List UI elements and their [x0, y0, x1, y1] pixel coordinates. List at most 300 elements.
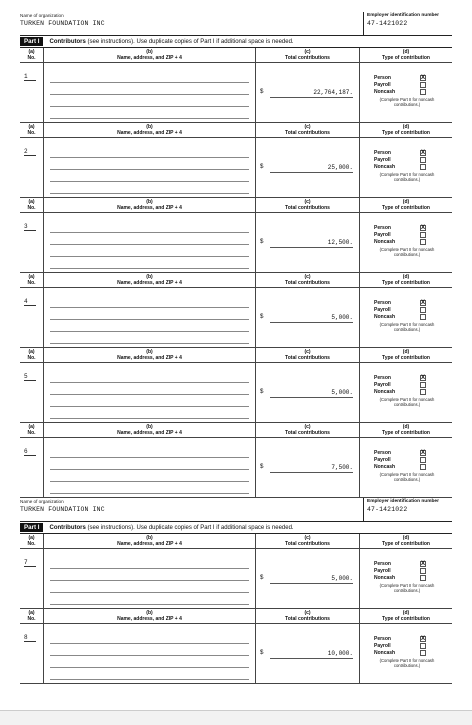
noncash-checkbox[interactable]	[420, 239, 426, 245]
type-noncash	[374, 463, 426, 470]
name-address-cell	[44, 288, 256, 347]
header-type-letter: (d)	[402, 349, 410, 355]
name-address-cell	[44, 549, 256, 608]
header-name-address-letter: (b)	[146, 535, 153, 541]
organization-name-cell	[20, 12, 364, 35]
payroll-checkbox[interactable]	[420, 382, 426, 388]
extra-line[interactable]	[50, 482, 249, 494]
name-line[interactable]	[50, 446, 249, 458]
header-type-text: Type of contribution	[382, 616, 430, 622]
header-type-letter: (d)	[402, 610, 410, 616]
noncash-label: Noncash	[374, 313, 396, 320]
header-type-text: Type of contribution	[382, 280, 430, 286]
header-total-letter: (c)	[304, 199, 311, 205]
type-noncash	[374, 649, 426, 656]
person-checkbox[interactable]: X	[421, 374, 426, 381]
type-person	[374, 149, 426, 156]
ein-value: 47-1421022	[367, 20, 408, 27]
header-no	[20, 423, 44, 437]
header-total-text: Total contributions	[285, 430, 330, 436]
header-no-text: No.	[27, 430, 36, 436]
part-ii-note: (Complete Part II for noncash contributions.)	[379, 172, 435, 182]
name-line[interactable]	[50, 71, 249, 83]
header-total-text: Total contributions	[285, 130, 330, 136]
header-type-text: Type of contribution	[382, 55, 430, 61]
person-label: Person	[374, 635, 391, 642]
contributor-number-cell	[20, 363, 44, 422]
org-label: Name of organization	[20, 499, 64, 504]
dollar-sign: $	[260, 649, 264, 656]
contributor-number: 8	[24, 634, 36, 642]
header-no-letter: (a)	[28, 535, 35, 541]
person-label: Person	[374, 374, 391, 381]
contribution-amount: 5,000.	[270, 575, 353, 584]
header-total-letter: (c)	[304, 49, 311, 55]
person-checkbox[interactable]: X	[421, 635, 426, 642]
contributor-row	[20, 213, 452, 273]
contributor-number-cell	[20, 288, 44, 347]
header-total-letter: (c)	[304, 535, 311, 541]
extra-line[interactable]	[50, 668, 249, 680]
header-name-address-letter: (b)	[146, 349, 153, 355]
extra-line[interactable]	[50, 257, 249, 269]
person-label: Person	[374, 224, 391, 231]
contributor-number-cell	[20, 549, 44, 608]
person-checkbox[interactable]: X	[421, 149, 426, 156]
total-contributions-cell	[256, 213, 360, 272]
zip-line[interactable]	[50, 320, 249, 332]
header-name-address	[44, 273, 256, 287]
contributor-number: 2	[24, 148, 36, 156]
extra-line[interactable]	[50, 407, 249, 419]
header-no	[20, 273, 44, 287]
part-ii-note: (Complete Part II for noncash contributions.)	[379, 472, 435, 482]
type-cell	[360, 363, 452, 422]
contributor-row	[20, 63, 452, 123]
header-total-text: Total contributions	[285, 355, 330, 361]
type-noncash	[374, 313, 426, 320]
payroll-checkbox[interactable]	[420, 157, 426, 163]
noncash-checkbox[interactable]	[420, 314, 426, 320]
name-line[interactable]	[50, 371, 249, 383]
header-type	[360, 348, 452, 362]
header-name-address-letter: (b)	[146, 49, 153, 55]
name-line[interactable]	[50, 296, 249, 308]
column-header-row	[20, 348, 452, 363]
type-noncash	[374, 88, 426, 95]
contributors-section-1	[20, 48, 452, 498]
payroll-label: Payroll	[374, 81, 391, 88]
contributor-row	[20, 624, 452, 684]
header-total-letter: (c)	[304, 124, 311, 130]
contributor-number-cell	[20, 213, 44, 272]
total-contributions-cell	[256, 549, 360, 608]
header-type-text: Type of contribution	[382, 541, 430, 547]
zip-line[interactable]	[50, 170, 249, 182]
header-name-address-letter: (b)	[146, 124, 153, 130]
type-payroll	[374, 456, 426, 463]
type-person	[374, 560, 426, 567]
header-name-address-text: Name, address, and ZIP + 4	[117, 130, 182, 136]
header-type	[360, 123, 452, 137]
zip-line[interactable]	[50, 470, 249, 482]
noncash-label: Noncash	[374, 238, 396, 245]
header-no	[20, 609, 44, 623]
zip-line[interactable]	[50, 656, 249, 668]
contributor-number: 6	[24, 448, 36, 456]
ein-cell	[364, 12, 452, 35]
total-contributions-cell	[256, 624, 360, 683]
ein-cell	[364, 498, 452, 521]
header-total-letter: (c)	[304, 424, 311, 430]
header-type-letter: (d)	[402, 274, 410, 280]
header-no-text: No.	[27, 55, 36, 61]
header-name-address	[44, 534, 256, 548]
header-total-letter: (c)	[304, 349, 311, 355]
header-no-text: No.	[27, 130, 36, 136]
noncash-label: Noncash	[374, 88, 396, 95]
address-line[interactable]	[50, 308, 249, 320]
zip-line[interactable]	[50, 395, 249, 407]
part-ii-note: (Complete Part II for noncash contributions.)	[379, 397, 435, 407]
type-cell	[360, 138, 452, 197]
extra-line[interactable]	[50, 593, 249, 605]
header-name-address-text: Name, address, and ZIP + 4	[117, 541, 182, 547]
noncash-label: Noncash	[374, 163, 396, 170]
header-no-letter: (a)	[28, 124, 35, 130]
header-total-text: Total contributions	[285, 280, 330, 286]
payroll-checkbox[interactable]	[420, 568, 426, 574]
person-checkbox[interactable]: X	[421, 299, 426, 306]
header-no-text: No.	[27, 541, 36, 547]
header-no-text: No.	[27, 355, 36, 361]
type-cell	[360, 288, 452, 347]
header-type	[360, 609, 452, 623]
header-type-letter: (d)	[402, 199, 410, 205]
type-person	[374, 374, 426, 381]
address-line[interactable]	[50, 644, 249, 656]
contribution-amount: 12,500.	[270, 239, 353, 248]
type-payroll	[374, 81, 426, 88]
part-label: Part I	[20, 37, 43, 46]
type-noncash	[374, 388, 426, 395]
payroll-label: Payroll	[374, 567, 391, 574]
org-name: TURKEN FOUNDATION INC	[20, 506, 105, 513]
person-label: Person	[374, 560, 391, 567]
noncash-checkbox[interactable]	[420, 164, 426, 170]
dollar-sign: $	[260, 313, 264, 320]
contribution-amount: 22,764,187.	[270, 89, 353, 98]
header-no	[20, 48, 44, 62]
type-noncash	[374, 238, 426, 245]
type-cell	[360, 624, 452, 683]
type-payroll	[374, 567, 426, 574]
part-title: Contributors	[49, 38, 86, 45]
part-header	[20, 522, 452, 534]
contributor-row	[20, 438, 452, 498]
total-contributions-cell	[256, 138, 360, 197]
header-total	[256, 609, 360, 623]
type-noncash	[374, 163, 426, 170]
header-type	[360, 48, 452, 62]
header-type-text: Type of contribution	[382, 130, 430, 136]
type-person	[374, 74, 426, 81]
person-label: Person	[374, 449, 391, 456]
type-payroll	[374, 156, 426, 163]
header-total-letter: (c)	[304, 610, 311, 616]
header-no-letter: (a)	[28, 199, 35, 205]
part-instructions: (see instructions). Use duplicate copies of Part I if additional space is needed.	[87, 38, 294, 45]
header-name-address-letter: (b)	[146, 610, 153, 616]
noncash-checkbox[interactable]	[420, 89, 426, 95]
header-type-letter: (d)	[402, 535, 410, 541]
header-no-letter: (a)	[28, 49, 35, 55]
ein-label: Employer identification number	[367, 499, 439, 504]
type-cell	[360, 213, 452, 272]
header-type-text: Type of contribution	[382, 355, 430, 361]
part-ii-note: (Complete Part II for noncash contributions.)	[379, 658, 435, 668]
total-contributions-cell	[256, 363, 360, 422]
header-no	[20, 198, 44, 212]
header-total	[256, 198, 360, 212]
organization-name-cell	[20, 498, 364, 521]
address-line[interactable]	[50, 233, 249, 245]
person-checkbox[interactable]: X	[421, 74, 426, 81]
type-person	[374, 224, 426, 231]
zip-line[interactable]	[50, 581, 249, 593]
column-header-row	[20, 423, 452, 438]
type-person	[374, 449, 426, 456]
noncash-checkbox[interactable]	[420, 575, 426, 581]
header-total-text: Total contributions	[285, 541, 330, 547]
column-header-row	[20, 534, 452, 549]
header-name-address-text: Name, address, and ZIP + 4	[117, 616, 182, 622]
contribution-amount: 5,000.	[270, 389, 353, 398]
header-name-address-text: Name, address, and ZIP + 4	[117, 355, 182, 361]
header-total-text: Total contributions	[285, 616, 330, 622]
noncash-label: Noncash	[374, 574, 396, 581]
contribution-amount: 10,000.	[270, 650, 353, 659]
dollar-sign: $	[260, 88, 264, 95]
header-name-address-letter: (b)	[146, 274, 153, 280]
ein-label: Employer identification number	[367, 13, 439, 18]
header-total	[256, 48, 360, 62]
header-name-address-text: Name, address, and ZIP + 4	[117, 205, 182, 211]
person-label: Person	[374, 149, 391, 156]
type-payroll	[374, 642, 426, 649]
header-type	[360, 423, 452, 437]
contributor-row	[20, 549, 452, 609]
dollar-sign: $	[260, 463, 264, 470]
address-line[interactable]	[50, 569, 249, 581]
type-person	[374, 299, 426, 306]
column-header-row	[20, 273, 452, 288]
type-payroll	[374, 381, 426, 388]
person-checkbox[interactable]: X	[421, 449, 426, 456]
header-no-text: No.	[27, 616, 36, 622]
contributors-section-2	[20, 534, 452, 684]
header-total	[256, 273, 360, 287]
noncash-label: Noncash	[374, 649, 396, 656]
header-total-text: Total contributions	[285, 55, 330, 61]
dollar-sign: $	[260, 163, 264, 170]
name-address-cell	[44, 138, 256, 197]
name-address-cell	[44, 438, 256, 497]
ein-value: 47-1421022	[367, 506, 408, 513]
contributor-number: 3	[24, 223, 36, 231]
header-type-text: Type of contribution	[382, 430, 430, 436]
dollar-sign: $	[260, 574, 264, 581]
contributor-number: 7	[24, 559, 36, 567]
contributor-number-cell	[20, 138, 44, 197]
type-cell	[360, 63, 452, 122]
contributor-number-cell	[20, 624, 44, 683]
header-type-letter: (d)	[402, 49, 410, 55]
address-line[interactable]	[50, 158, 249, 170]
extra-line[interactable]	[50, 107, 249, 119]
payroll-label: Payroll	[374, 231, 391, 238]
header-name-address	[44, 123, 256, 137]
payroll-checkbox[interactable]	[420, 232, 426, 238]
contribution-amount: 25,000.	[270, 164, 353, 173]
part-ii-note: (Complete Part II for noncash contributions.)	[379, 247, 435, 257]
column-header-row	[20, 198, 452, 213]
contributor-row	[20, 288, 452, 348]
total-contributions-cell	[256, 288, 360, 347]
part-label: Part I	[20, 523, 43, 532]
type-payroll	[374, 231, 426, 238]
header-total	[256, 423, 360, 437]
name-line[interactable]	[50, 632, 249, 644]
payroll-label: Payroll	[374, 456, 391, 463]
total-contributions-cell	[256, 63, 360, 122]
organization-bar	[20, 12, 452, 36]
type-cell	[360, 549, 452, 608]
header-name-address-letter: (b)	[146, 424, 153, 430]
type-person	[374, 635, 426, 642]
header-no	[20, 123, 44, 137]
contributor-row	[20, 138, 452, 198]
type-cell	[360, 438, 452, 497]
header-name-address	[44, 348, 256, 362]
person-label: Person	[374, 74, 391, 81]
header-name-address-text: Name, address, and ZIP + 4	[117, 55, 182, 61]
org-label: Name of organization	[20, 13, 64, 18]
column-header-row	[20, 609, 452, 624]
address-line[interactable]	[50, 83, 249, 95]
header-no-letter: (a)	[28, 610, 35, 616]
part-ii-note: (Complete Part II for noncash contributions.)	[379, 97, 435, 107]
part-ii-note: (Complete Part II for noncash contributions.)	[379, 322, 435, 332]
extra-line[interactable]	[50, 332, 249, 344]
noncash-label: Noncash	[374, 463, 396, 470]
payroll-label: Payroll	[374, 381, 391, 388]
noncash-checkbox[interactable]	[420, 389, 426, 395]
type-payroll	[374, 306, 426, 313]
person-checkbox[interactable]: X	[421, 224, 426, 231]
part-title-text	[49, 525, 293, 531]
header-name-address	[44, 423, 256, 437]
header-type-letter: (d)	[402, 424, 410, 430]
noncash-checkbox[interactable]	[420, 650, 426, 656]
header-name-address	[44, 198, 256, 212]
part-instructions: (see instructions). Use duplicate copies of Part I if additional space is needed.	[87, 524, 294, 531]
zip-line[interactable]	[50, 95, 249, 107]
name-line[interactable]	[50, 146, 249, 158]
header-no-letter: (a)	[28, 274, 35, 280]
address-line[interactable]	[50, 383, 249, 395]
contributor-number: 5	[24, 373, 36, 381]
payroll-label: Payroll	[374, 642, 391, 649]
header-name-address-text: Name, address, and ZIP + 4	[117, 430, 182, 436]
payroll-checkbox[interactable]	[420, 307, 426, 313]
part-title-text	[49, 39, 293, 45]
header-total	[256, 534, 360, 548]
contribution-amount: 7,500.	[270, 464, 353, 473]
header-name-address-text: Name, address, and ZIP + 4	[117, 280, 182, 286]
header-no-letter: (a)	[28, 349, 35, 355]
payroll-checkbox[interactable]	[420, 643, 426, 649]
header-type-text: Type of contribution	[382, 205, 430, 211]
org-name: TURKEN FOUNDATION INC	[20, 20, 105, 27]
name-address-cell	[44, 63, 256, 122]
header-type	[360, 198, 452, 212]
dollar-sign: $	[260, 388, 264, 395]
payroll-label: Payroll	[374, 156, 391, 163]
name-line[interactable]	[50, 557, 249, 569]
name-line[interactable]	[50, 221, 249, 233]
contributor-number-cell	[20, 63, 44, 122]
noncash-label: Noncash	[374, 388, 396, 395]
total-contributions-cell	[256, 438, 360, 497]
header-name-address-letter: (b)	[146, 199, 153, 205]
part-ii-note: (Complete Part II for noncash contributions.)	[379, 583, 435, 593]
header-type-letter: (d)	[402, 124, 410, 130]
header-total	[256, 348, 360, 362]
extra-line[interactable]	[50, 182, 249, 194]
zip-line[interactable]	[50, 245, 249, 257]
header-type	[360, 534, 452, 548]
payroll-checkbox[interactable]	[420, 457, 426, 463]
header-total-text: Total contributions	[285, 205, 330, 211]
payroll-checkbox[interactable]	[420, 82, 426, 88]
contributor-number-cell	[20, 438, 44, 497]
part-header	[20, 36, 452, 48]
header-no	[20, 348, 44, 362]
person-checkbox[interactable]: X	[421, 560, 426, 567]
contributor-number: 1	[24, 73, 36, 81]
header-name-address	[44, 48, 256, 62]
header-no-text: No.	[27, 205, 36, 211]
address-line[interactable]	[50, 458, 249, 470]
person-label: Person	[374, 299, 391, 306]
header-no-letter: (a)	[28, 424, 35, 430]
name-address-cell	[44, 213, 256, 272]
noncash-checkbox[interactable]	[420, 464, 426, 470]
column-header-row	[20, 48, 452, 63]
schedule-b-page	[20, 12, 452, 684]
header-no-text: No.	[27, 280, 36, 286]
payroll-label: Payroll	[374, 306, 391, 313]
header-total	[256, 123, 360, 137]
name-address-cell	[44, 624, 256, 683]
column-header-row	[20, 123, 452, 138]
header-total-letter: (c)	[304, 274, 311, 280]
organization-bar	[20, 498, 452, 522]
contribution-amount: 5,000.	[270, 314, 353, 323]
part-title: Contributors	[49, 524, 86, 531]
name-address-cell	[44, 363, 256, 422]
